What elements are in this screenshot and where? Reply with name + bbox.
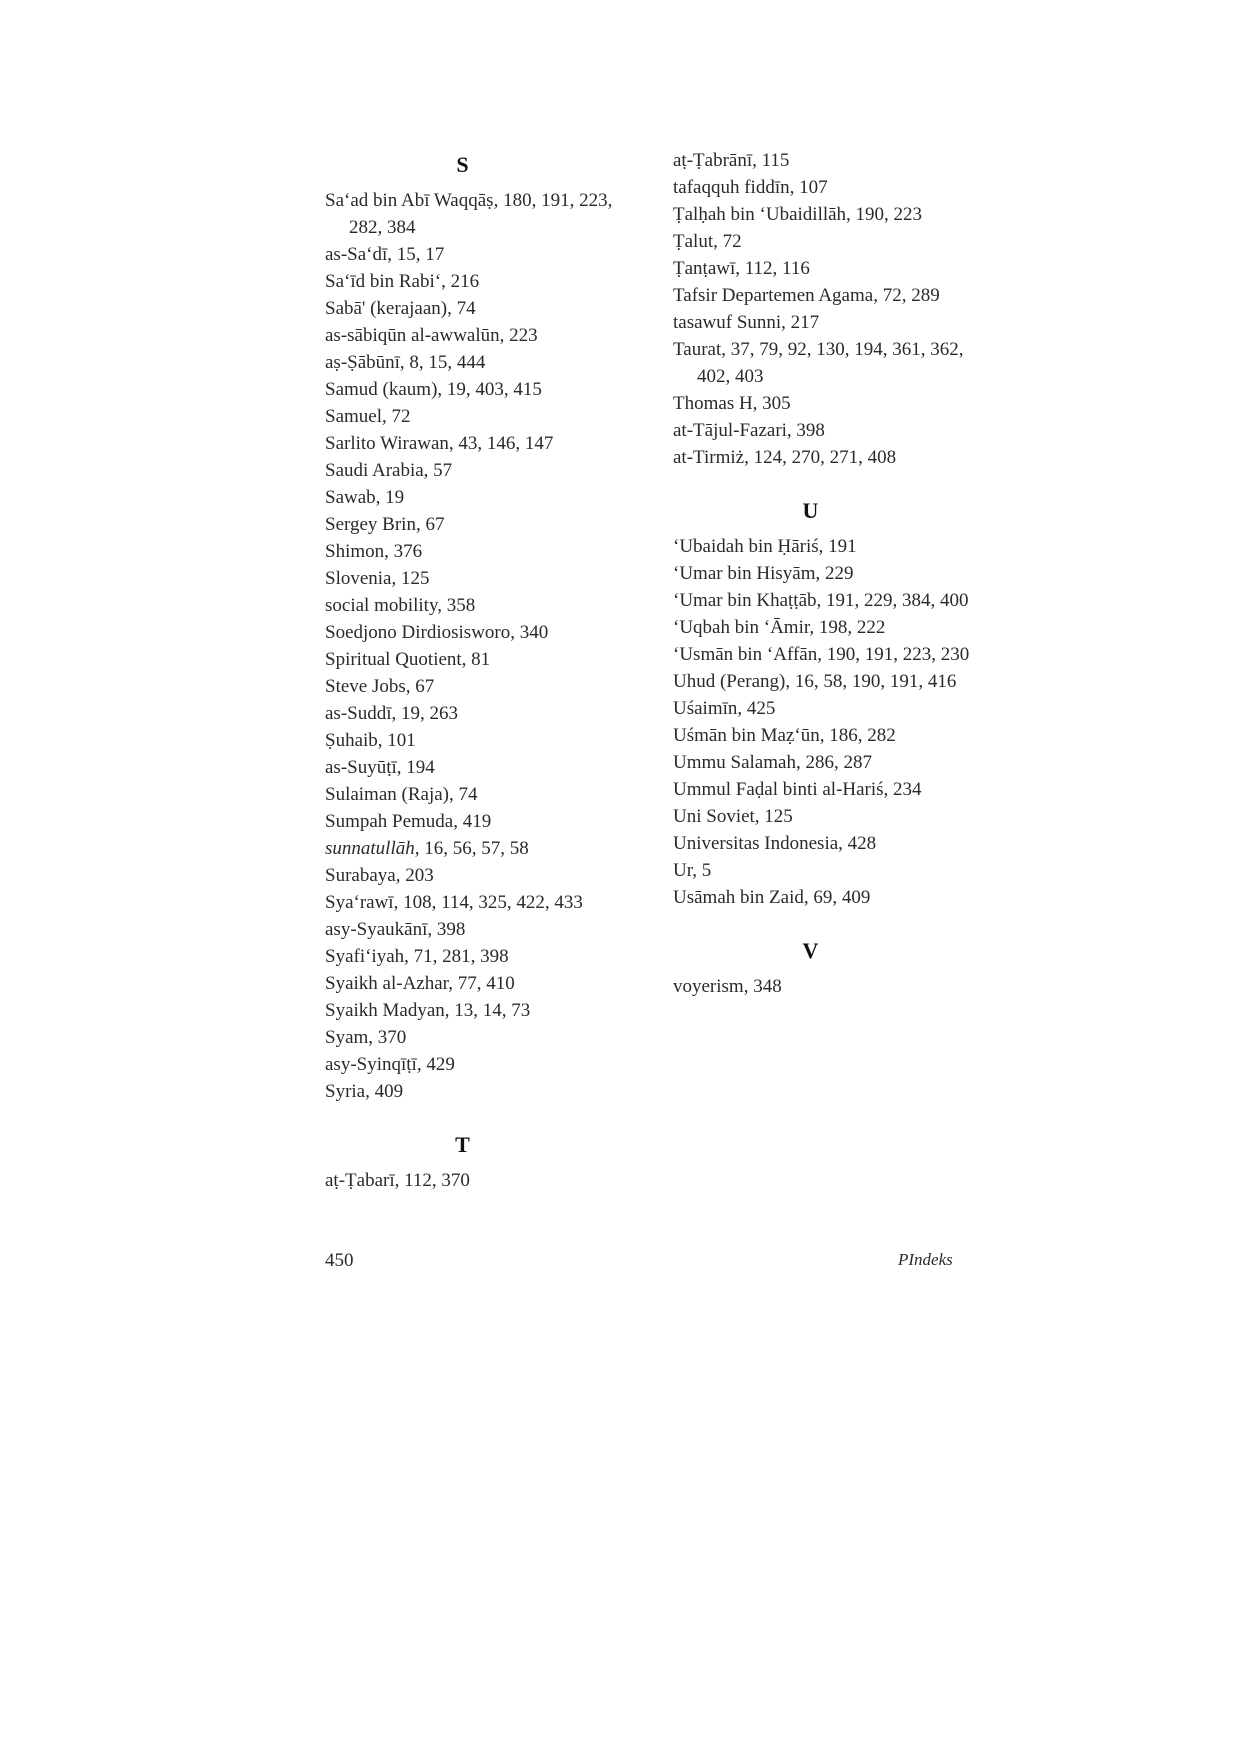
index-entry: ‘Uqbah bin ‘Āmir, 198, 222 [673, 617, 886, 638]
right-index-column [673, 147, 973, 1000]
index-entry: as-Sa‘dī, 15, 17 [325, 244, 445, 265]
index-entry: Syria, 409 [325, 1081, 404, 1102]
index-entry: Syafi‘iyah, 71, 281, 398 [325, 946, 509, 967]
index-entry: Tafsir Departemen Agama, 72, 289 [673, 285, 940, 306]
index-entry: Ummul Faḍal binti al-Hariś, 234 [673, 779, 922, 800]
index-entry: voyerism, 348 [673, 976, 782, 997]
index-entry: Sya‘rawī, 108, 114, 325, 422, 433 [325, 892, 583, 913]
index-entry: aṭ-Ṭabarī, 112, 370 [325, 1170, 470, 1191]
index-entry: Sergey Brin, 67 [325, 514, 445, 535]
index-entry-list [325, 187, 625, 1105]
running-head: PIndeks [898, 1250, 953, 1269]
index-entry-list [673, 533, 973, 911]
index-entry-list [673, 973, 973, 1000]
index-entry: ‘Ubaidah bin Ḥāriś, 191 [673, 536, 857, 557]
index-entry: ‘Umar bin Khaṭṭāb, 191, 229, 384, 400 [673, 590, 969, 611]
index-entry: Spiritual Quotient, 81 [325, 649, 491, 670]
index-entry: at-Tājul-Fazari, 398 [673, 420, 825, 441]
index-entry: Ṣuhaib, 101 [325, 730, 416, 751]
letter-heading-v: V [802, 938, 819, 963]
letter-heading-t: T [455, 1132, 470, 1157]
index-entry-term: sunnatullāh [325, 838, 415, 859]
index-entry: Uhud (Perang), 16, 58, 190, 191, 416 [673, 671, 957, 692]
index-entry-list [325, 1167, 625, 1194]
index-entry: Syaikh al-Azhar, 77, 410 [325, 973, 515, 994]
index-entry: Sa‘ad bin Abī Waqqāṣ, 180, 191, 223, 282, 384 [325, 190, 613, 238]
index-entry: Uśaimīn, 425 [673, 698, 776, 719]
index-entry: Shimon, 376 [325, 541, 423, 562]
index-entry: Usāmah bin Zaid, 69, 409 [673, 887, 871, 908]
index-entry: Ummu Salamah, 286, 287 [673, 752, 872, 773]
index-entry: tafaqquh fiddīn, 107 [673, 177, 828, 198]
index-entry: Sawab, 19 [325, 487, 405, 508]
letter-heading-u: U [802, 498, 819, 523]
index-entry: as-Suddī, 19, 263 [325, 703, 458, 724]
index-entry-list [673, 147, 973, 471]
index-entry: ‘Umar bin Hisyām, 229 [673, 563, 854, 584]
index-entry: Surabaya, 203 [325, 865, 434, 886]
index-entry: aṣ-Ṣābūnī, 8, 15, 444 [325, 352, 486, 373]
index-entry: Ṭalut, 72 [673, 231, 742, 252]
index-entry: at-Tirmiż, 124, 270, 271, 408 [673, 447, 897, 468]
index-entry [325, 835, 625, 862]
index-entry: Universitas Indonesia, 428 [673, 833, 877, 854]
index-entry: Sabā' (kerajaan), 74 [325, 298, 476, 319]
index-entry: Uśmān bin Maẓ‘ūn, 186, 282 [673, 725, 896, 746]
index-entry: social mobility, 358 [325, 595, 476, 616]
index-entry: Slovenia, 125 [325, 568, 430, 589]
index-entry: Syaikh Madyan, 13, 14, 73 [325, 1000, 531, 1021]
index-entry: asy-Syinqīṭī, 429 [325, 1054, 455, 1075]
index-entry: Samud (kaum), 19, 403, 415 [325, 379, 542, 400]
index-entry: Samuel, 72 [325, 406, 411, 427]
index-entry: tasawuf Sunni, 217 [673, 312, 820, 333]
index-entry: Ṭanṭawī, 112, 116 [673, 258, 810, 279]
index-entry: Thomas H, 305 [673, 393, 791, 414]
left-index-column [325, 147, 625, 1194]
index-entry: Saudi Arabia, 57 [325, 460, 453, 481]
index-entry: Soedjono Dirdiosisworo, 340 [325, 622, 549, 643]
index-entry: Steve Jobs, 67 [325, 676, 435, 697]
index-entry: Syam, 370 [325, 1027, 407, 1048]
index-entry: Taurat, 37, 79, 92, 130, 194, 361, 362, 402, 403 [673, 339, 964, 387]
index-entry: aṭ-Ṭabrānī, 115 [673, 150, 790, 171]
index-entry-pages: , 16, 56, 57, 58 [414, 838, 529, 859]
index-entry: ‘Usmān bin ‘Affān, 190, 191, 223, 230 [673, 644, 970, 665]
page-number: 450 [325, 1250, 354, 1271]
index-entry: Uni Soviet, 125 [673, 806, 793, 827]
index-entry: Ṭalḥah bin ‘Ubaidillāh, 190, 223 [673, 204, 923, 225]
index-entry: Ur, 5 [673, 860, 712, 881]
letter-heading-s: S [456, 152, 469, 177]
index-entry: Sarlito Wirawan, 43, 146, 147 [325, 433, 554, 454]
index-entry: Sa‘īd bin Rabi‘, 216 [325, 271, 480, 292]
index-entry: asy-Syaukānī, 398 [325, 919, 466, 940]
index-entry: Sumpah Pemuda, 419 [325, 811, 492, 832]
index-entry: Sulaiman (Raja), 74 [325, 784, 478, 805]
index-entry: as-Suyūṭī, 194 [325, 757, 435, 778]
index-entry: as-sābiqūn al-awwalūn, 223 [325, 325, 538, 346]
